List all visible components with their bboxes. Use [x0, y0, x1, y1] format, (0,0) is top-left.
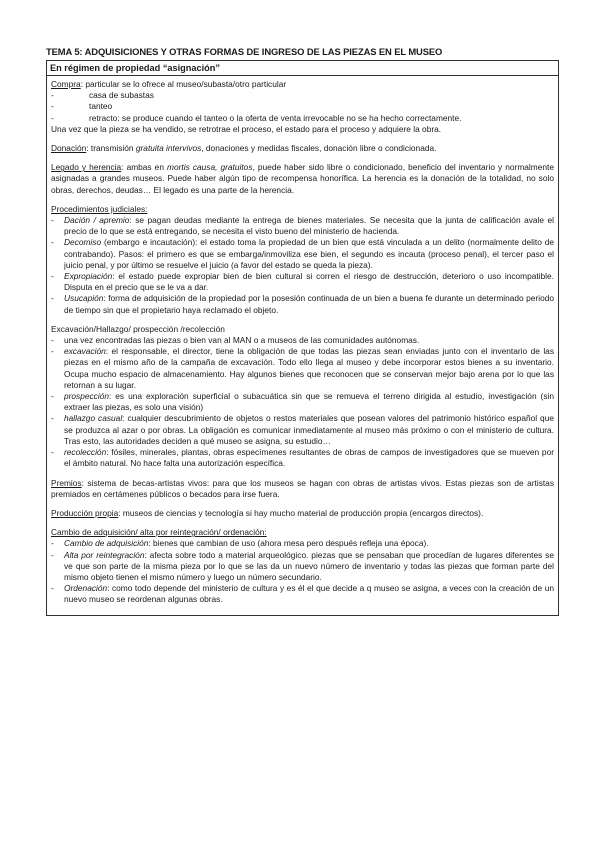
judiciales-label: Procedimientos judiciales:: [51, 203, 148, 214]
list-item: - Cambio de adquisición: bienes que cambian de uso (ahora mesa pero después refleja una época).: [51, 538, 429, 549]
list-item: - Dación / apremio: se pagan deudas mediante la entrega de bienes materiales. Se necesita que la junta de calificación avale el precio de lo que se está entregando, se necesita el visto bueno del ministerio de hacienda.: [51, 215, 554, 237]
section-cambio: [51, 527, 554, 605]
list-item: - Decomiso (embargo e incautación): el estado toma la propiedad de un bien que está vinculada a un delito (normalmente delito de contrabando). Pasos: el primero es que se embarga/inmoviliza ese bien, el segundo es incauta (proceso penal), el tercer paso el juicio penal, y por último se resuelve el juicio (a favor del estado se queda la pieza).: [51, 237, 554, 270]
premios-label: Premios: [51, 477, 82, 488]
list-item: - excavación: el responsable, el director, tiene la obligación de que todas las piezas sean enviadas junto con el inventario de las piezas en el mismo año de la campaña de excavación. Todo ello llega al museo y debe incorporar estos bienes a su inventario. Ocupa mucho espacio de almacenamiento. Hay algunos bienes que reconocen que se conservan mejor bajo arena por lo que las retornan a su lugar.: [51, 346, 554, 390]
excavacion-label: Excavación/Hallazgo/ prospección /recolección: [51, 323, 225, 334]
section-donacion: Donación: transmisión gratuita intervivos, donaciones y medidas fiscales, donación libre o condicionada.: [51, 143, 437, 154]
produccion-label: Producción propia: [51, 507, 119, 518]
list-item: - una vez encontradas las piezas o bien van al MAN o a museos de las comunidades autónomas.: [51, 335, 420, 346]
list-item: - Alta por reintegración: afecta sobre todo a material arqueológico. piezas que se pensaban que procedían de lugares diferentes se ve que son parte de la misma pieza por lo que se las da un nuevo número de inventario y todas las piezas que forman parte del mismo objeto tienen el mismo número y luego un número secundario.: [51, 549, 554, 582]
list-item: - hallazgo casual: cualquier descubrimiento de objetos o restos materiales que posean valores del patrimonio histórico español que se produzca al azar o por obras. La obligación es comunicar inmediatamente al museo más próximo o con el ministerio de cultura. Tras esto, las autoridades deciden a qué museo se asigna, su estudio…: [51, 413, 554, 446]
section-compra: [51, 79, 554, 135]
list-item: - prospección: es una exploración superficial o subacuática sin que se remueva el terreno dirigida al estudio, investigación (sin extraer las piezas, es solo una visión): [51, 391, 554, 413]
donacion-label: Donación: [51, 143, 87, 154]
legado-label: Legado y herencia: [51, 162, 122, 173]
box-header: En régimen de propiedad “asignación”: [47, 61, 558, 76]
list-item: - Expropiación: el estado puede expropiar bien de bien cultural si corren el riesgo de destrucción, deterioro o uso incompatible. Disputa en el precio que se le va a dar.: [51, 271, 554, 293]
list-item: - tanteo: [51, 101, 113, 112]
list-item: - retracto: se produce cuando el tanteo o la oferta de venta irrevocable no se ha hecho correctamente.: [51, 112, 462, 123]
document-title: TEMA 5: ADQUISICIONES Y OTRAS FORMAS DE INGRESO DE LAS PIEZAS EN EL MUSEO: [46, 46, 443, 57]
list-item: - recolección: fósiles, minerales, plantas, obras especímenes resultantes de obras de campos de investigadores que se mueven por el ámbito natural. No hace falta una autorización específica.: [51, 447, 554, 469]
section-premios: Premios: sistema de becas-artistas vivos: para que los museos se hagan con obras de artistas vivos. Estas piezas son de artistas premiados en certámenes públicos o becados para irse fuera.: [51, 477, 554, 499]
section-judiciales: [51, 204, 554, 316]
section-legado: Legado y herencia: ambas en mortis causa, gratuitos, puede haber sido libre o condicionado, beneficio del inventario y normalmente asignadas a grandes museos. Puede haber algún tipo de recompensa honorífica. La herencia es la donación de la totalidad, no solo obras, derechos, deudas… El legado es una parte de la herencia.: [51, 162, 554, 195]
list-item: - Ordenación: como todo depende del ministerio de cultura y es él el que decide a q museo se asigna, a veces con la creación de un nuevo museo se reordenan algunas obras.: [51, 583, 554, 605]
section-excavacion: [51, 324, 554, 470]
section-produccion: Producción propia: museos de ciencias y tecnología si hay mucho material de producción propia (encargos directos).: [51, 507, 484, 518]
compra-intro: Compra: particular se lo ofrece al museo/subasta/otro particular: [51, 79, 287, 89]
compra-label: Compra: [51, 79, 81, 89]
cambio-label: Cambio de adquisición/ alta por reintegración/ ordenación:: [51, 527, 267, 538]
box-body: [47, 76, 558, 615]
content-box: [46, 60, 559, 616]
document-page: [46, 46, 559, 616]
compra-outro: Una vez que la pieza se ha vendido, se retrotrae el proceso, el estado para el proceso y adquiere la obra.: [51, 123, 442, 134]
list-item: - Usucapión: forma de adquisición de la propiedad por la posesión continuada de un bien a buena fe durante un determinado periodo de tiempo sin que el propietario haya reclamado el objeto.: [51, 293, 554, 315]
list-item: - casa de subastas: [51, 90, 154, 101]
